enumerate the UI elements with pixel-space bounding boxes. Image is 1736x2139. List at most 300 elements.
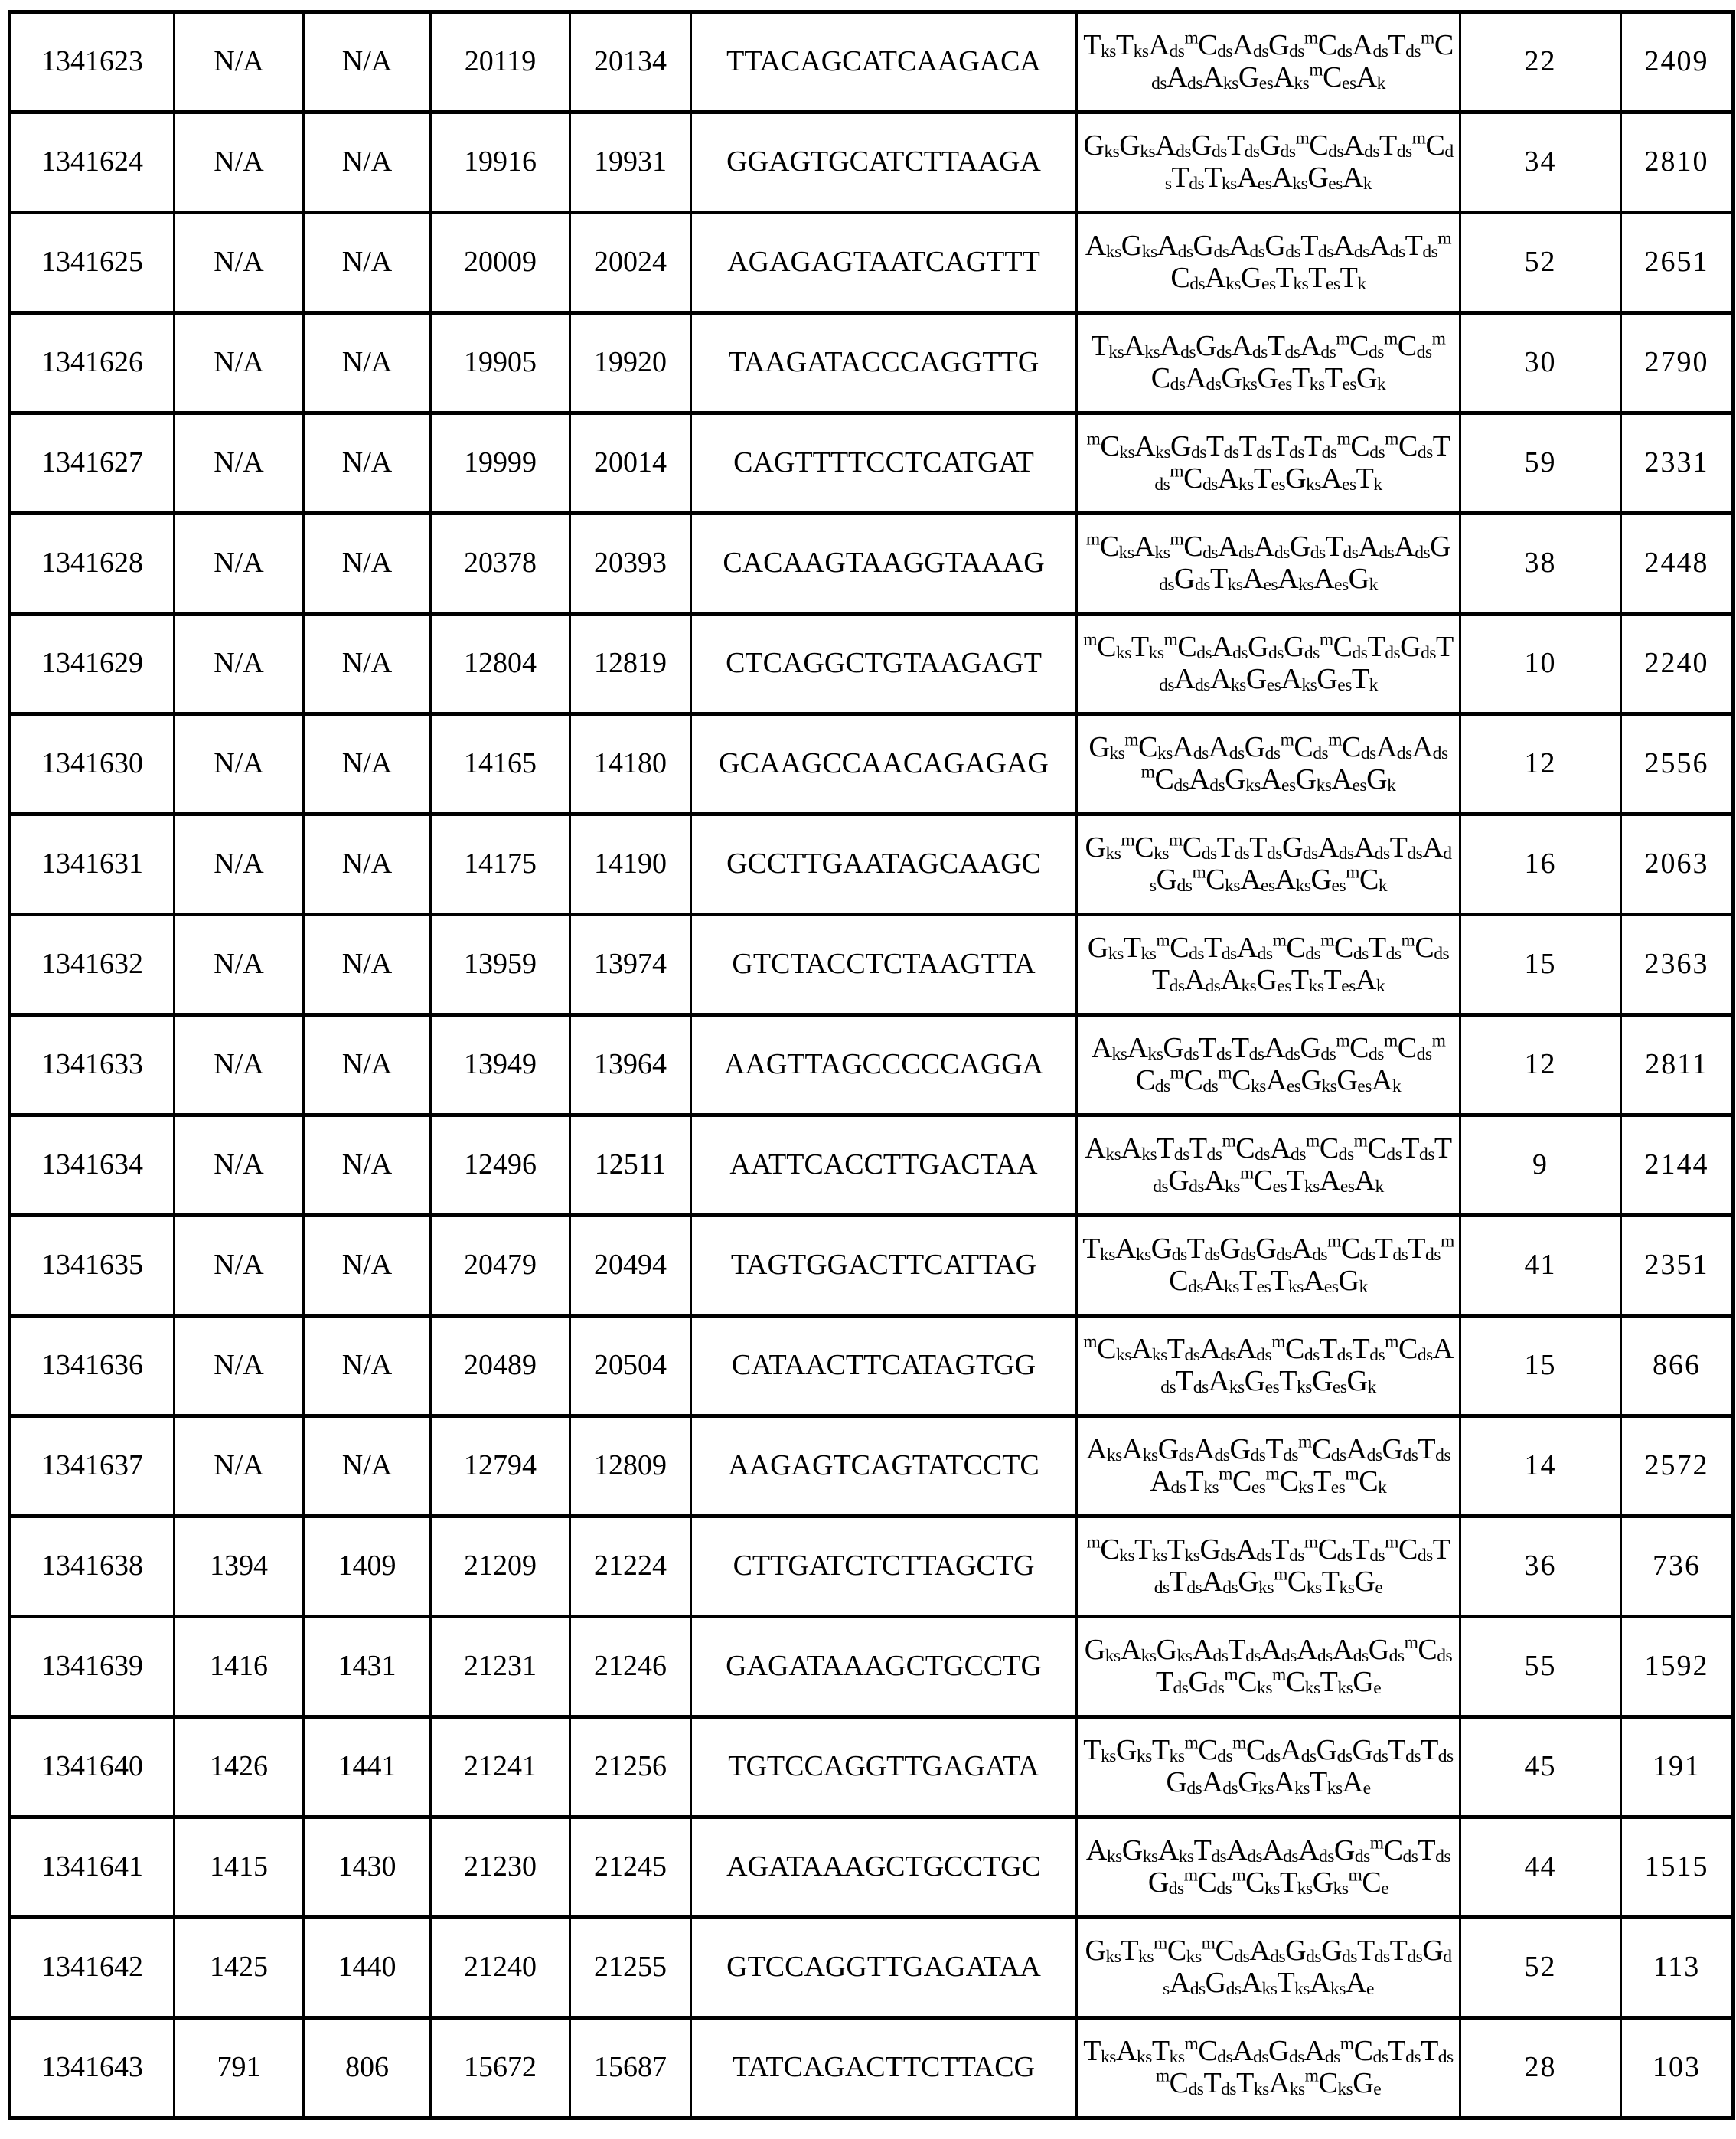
nucleotide-token: $A_{es}$	[1265, 1064, 1301, 1096]
nucleotide-token: $^mC_{ds}$	[1304, 1532, 1353, 1566]
nucleotide-token: $^mC_{ds}$	[1140, 762, 1189, 795]
sequence-cell: AATTCACCTTGACTAA	[691, 1115, 1077, 1216]
start-site-1-cell: N/A	[175, 915, 304, 1015]
nucleotide-token: $^mC_{ks}$	[1304, 2066, 1353, 2099]
table-row	[10, 113, 1734, 213]
nucleotide-token: $^mC_{ds}$	[1340, 2033, 1388, 2068]
chemistry-notation-cell	[1077, 1517, 1460, 1617]
nucleotide-token: $A_{ds}$	[1160, 1333, 1454, 1397]
stop-site-1-cell: N/A	[304, 1115, 431, 1216]
stop-site-1-cell: N/A	[304, 113, 431, 213]
nucleotide-token: $T_{ks}$	[1204, 162, 1237, 194]
nucleotide-token: $A_{ds}$	[1261, 1634, 1297, 1667]
compound-number-cell: 1341623	[10, 12, 175, 113]
compound-number-cell: 1341627	[10, 413, 175, 514]
nucleotide-token: $^mC_{ds}$	[1385, 1331, 1433, 1366]
chemistry-notation-cell	[1077, 614, 1460, 714]
nucleotide-token: $G_k$	[1366, 763, 1396, 795]
stop-site-1-cell: 1441	[304, 1717, 431, 1817]
nucleotide-token: $A_{ds}$	[1352, 29, 1388, 62]
nucleotide-token: $A_{ks}$	[1271, 162, 1308, 194]
nucleotide-token: $G_{ds}$	[1199, 1533, 1236, 1566]
start-site-2-cell: 21209	[431, 1517, 570, 1617]
nucleotide-token: $G_{ds}$	[1259, 129, 1296, 162]
sequence-cell: GCAAGCCAACAGAGAG	[691, 714, 1077, 815]
nucleotide-token: $G_{ds}$	[1193, 230, 1229, 263]
nucleotide-token: $A_{ks}$	[1115, 2035, 1152, 2068]
nucleotide-token: $T_{ds}$	[1319, 1333, 1353, 1366]
nucleotide-token: $A_{ds}$	[1232, 29, 1268, 62]
start-site-2-cell: 19905	[431, 313, 570, 413]
nucleotide-token: $T_{es}$	[1253, 462, 1286, 495]
compound-number-cell: 1341626	[10, 313, 175, 413]
nucleotide-token: $A_{es}$	[1321, 462, 1356, 495]
start-site-1-cell: 1416	[175, 1617, 304, 1717]
value-cell: 44	[1460, 1817, 1621, 1918]
seq-id-cell: 191	[1621, 1717, 1734, 1817]
nucleotide-token: $^mC_{ds}$	[1271, 1331, 1320, 1366]
chemistry-notation-cell	[1077, 1216, 1460, 1316]
nucleotide-token: $A_{ds}$	[1346, 1433, 1382, 1466]
nucleotide-token: $T_{ks}$	[1131, 631, 1164, 664]
chemistry-notation-cell	[1077, 915, 1460, 1015]
chemistry-notation-cell	[1077, 12, 1460, 113]
nucleotide-token: $G_k$	[1338, 1265, 1368, 1297]
stop-site-1-cell: N/A	[304, 815, 431, 915]
stop-site-1-cell: N/A	[304, 1316, 431, 1416]
nucleotide-token: $T_{ds}$	[1151, 964, 1185, 996]
nucleotide-token: $T_{ds}$	[1352, 1333, 1385, 1366]
compound-number-cell: 1341631	[10, 815, 175, 915]
seq-id-cell: 2448	[1621, 514, 1734, 614]
nucleotide-token: $^mC_{ds}$	[1404, 1632, 1453, 1667]
sequence-cell: TAAGATACCCAGGTTG	[691, 313, 1077, 413]
nucleotide-token: $G_{ds}$	[1156, 864, 1193, 896]
nucleotide-token: $^mC_{ds}$	[1305, 1131, 1354, 1165]
nucleotide-token: $A_{ks}$	[1134, 531, 1170, 563]
seq-id-cell: 1592	[1621, 1617, 1734, 1717]
table-row	[10, 1216, 1734, 1316]
nucleotide-token: $A_{es}$	[1240, 864, 1275, 896]
nucleotide-token: $A_{ds}$	[1192, 1634, 1229, 1667]
nucleotide-token: $^mC_{ks}$	[1083, 1331, 1131, 1366]
start-site-2-cell: 12804	[431, 614, 570, 714]
nucleotide-token: $A_{ds}$	[1212, 631, 1248, 664]
start-site-2-cell: 15672	[431, 2018, 570, 2118]
stop-site-2-cell: 13964	[570, 1015, 691, 1115]
nucleotide-token: $^mC_{ds}$	[1201, 1933, 1250, 1968]
seq-id-cell: 2790	[1621, 313, 1734, 413]
nucleotide-token: $^mC_{ks}$	[1086, 1532, 1135, 1566]
nucleotide-token: $G_{ds}$	[1316, 1734, 1353, 1767]
stop-site-2-cell: 21255	[570, 1918, 691, 2018]
nucleotide-token: $G_{ks}$	[1295, 763, 1332, 795]
nucleotide-token: $^mC_{ds}$	[1280, 730, 1329, 764]
nucleotide-token: $T_{ds}$	[1388, 29, 1421, 62]
stop-site-1-cell: N/A	[304, 514, 431, 614]
nucleotide-token: $T_{ks}$	[1186, 1465, 1219, 1497]
nucleotide-token: $T_{ds}$	[1388, 2035, 1421, 2068]
nucleotide-token: $A_{ds}$	[1264, 1032, 1300, 1065]
seq-id-cell: 2811	[1621, 1015, 1734, 1115]
nucleotide-token: $T_{ks}$	[1091, 330, 1124, 363]
stop-site-2-cell: 20393	[570, 514, 691, 614]
nucleotide-token: $G_{es}$	[1311, 1365, 1347, 1397]
start-site-1-cell: N/A	[175, 12, 304, 113]
nucleotide-token: $G_{ds}$	[1168, 1164, 1205, 1197]
chemistry-notation-cell	[1077, 1015, 1460, 1115]
nucleotide-token: $^mC_{ks}$	[1274, 1564, 1322, 1598]
seq-id-cell: 2331	[1621, 413, 1734, 514]
nucleotide-token: $^mC_{ds}$	[1170, 1063, 1219, 1096]
nucleotide-token: $^mC_{ks}$	[1086, 429, 1135, 463]
start-site-1-cell: N/A	[175, 614, 304, 714]
start-site-1-cell: N/A	[175, 1115, 304, 1216]
nucleotide-token: $G_{ds}$	[1166, 1766, 1202, 1798]
nucleotide-token: $^mC_{ds}$	[1272, 930, 1321, 965]
seq-id-cell: 2240	[1621, 614, 1734, 714]
compound-number-cell: 1341634	[10, 1115, 175, 1216]
nucleotide-token: $T_{ks}$	[1134, 1533, 1167, 1566]
start-site-2-cell: 20378	[431, 514, 570, 614]
nucleotide-token: $^mC_{ds}$	[1304, 28, 1353, 62]
start-site-2-cell: 19999	[431, 413, 570, 514]
nucleotide-token: $G_{ds}$	[1147, 1866, 1184, 1899]
table-row	[10, 1015, 1734, 1115]
compound-number-cell: 1341629	[10, 614, 175, 714]
nucleotide-token: $T_{ks}$	[1115, 29, 1149, 62]
nucleotide-token: $A_{ks}$	[1310, 1967, 1346, 1999]
nucleotide-token: $^mC_{es}$	[1219, 1464, 1266, 1497]
nucleotide-token: $^mC_{ks}$	[1224, 1664, 1272, 1698]
sequence-cell: CAGTTTTCCTCATGAT	[691, 413, 1077, 514]
nucleotide-token: $A_{ds}$	[1189, 763, 1225, 795]
value-cell: 22	[1460, 12, 1621, 113]
start-site-1-cell: 791	[175, 2018, 304, 2118]
chemistry-notation-cell	[1077, 714, 1460, 815]
value-cell: 14	[1460, 1416, 1621, 1517]
nucleotide-token: $G_{ks}$	[1121, 1834, 1158, 1867]
nucleotide-token: $A_{ds}$	[1235, 1333, 1272, 1366]
nucleotide-token: $^mC_{ds}$	[1170, 461, 1218, 495]
value-cell: 16	[1460, 815, 1621, 915]
compound-number-cell: 1341638	[10, 1517, 175, 1617]
start-site-1-cell: 1425	[175, 1918, 304, 2018]
nucleotide-token: $T_{ds}$	[1421, 2035, 1454, 2068]
nucleotide-token: $T_{ks}$	[1279, 1866, 1313, 1899]
nucleotide-token: $A_{ds}$	[1300, 330, 1336, 363]
stop-site-1-cell: 1430	[304, 1817, 431, 1918]
start-site-1-cell: N/A	[175, 1015, 304, 1115]
nucleotide-token: $A_{ds}$	[1169, 1967, 1206, 1999]
nucleotide-token: $A_{ds}$	[1296, 1634, 1333, 1667]
nucleotide-token: $A_{ds}$	[1150, 1465, 1186, 1497]
nucleotide-token: $G_{ds}$	[1229, 1433, 1266, 1466]
nucleotide-token: $A_{ds}$	[1202, 1566, 1238, 1598]
nucleotide-token: $A_k$	[1355, 964, 1385, 996]
nucleotide-token: $^mC_{ds}$	[1164, 128, 1454, 194]
nucleotide-token: $^mC_{ds}$	[1383, 328, 1432, 363]
nucleotide-token: $G_{ds}$	[1352, 1734, 1388, 1767]
stop-site-2-cell: 20494	[570, 1216, 691, 1316]
nucleotide-token: $^mC_{ks}$	[1083, 629, 1131, 664]
nucleotide-token: $T_{ks}$	[1320, 1666, 1353, 1698]
nucleotide-token: $^mC_{ds}$	[1353, 1131, 1402, 1165]
nucleotide-token: $G_{ds}$	[1248, 631, 1284, 664]
stop-site-1-cell: N/A	[304, 413, 431, 514]
value-cell: 41	[1460, 1216, 1621, 1316]
chemistry-notation-cell	[1077, 815, 1460, 915]
nucleotide-token: $G_{ks}$	[1083, 129, 1120, 162]
chemistry-notation-cell	[1077, 313, 1460, 413]
nucleotide-token: $T_{ds}$	[1388, 1734, 1421, 1767]
nucleotide-token: $A_{ds}$	[1167, 61, 1202, 93]
table-body	[10, 12, 1734, 2118]
nucleotide-token: $^mC_{ks}$	[1232, 1865, 1280, 1899]
nucleotide-token: $A_{ds}$	[1262, 1834, 1299, 1867]
stop-site-2-cell: 13974	[570, 915, 691, 1015]
stop-site-2-cell: 21224	[570, 1517, 691, 1617]
nucleotide-token: $^mC_{ds}$	[1184, 1732, 1233, 1767]
nucleotide-token: $^mC_{ks}$	[1121, 830, 1169, 864]
nucleotide-token: $A_{ks}$	[1202, 61, 1238, 93]
stop-site-2-cell: 21256	[570, 1717, 691, 1817]
nucleotide-token: $T_{ds}$	[1167, 1333, 1200, 1366]
nucleotide-token: $G_{ks}$	[1085, 831, 1121, 864]
nucleotide-token: $^mC_{ds}$	[1320, 930, 1369, 965]
stop-site-2-cell: 12809	[570, 1416, 691, 1517]
stop-site-2-cell: 15687	[570, 2018, 691, 2118]
stop-site-1-cell: N/A	[304, 915, 431, 1015]
nucleotide-token: $G_{ks}$	[1119, 129, 1156, 162]
nucleotide-token: $T_{ds}$	[1265, 1433, 1299, 1466]
nucleotide-token: $A_{ds}$	[1160, 330, 1196, 363]
nucleotide-token: $G_k$	[1346, 1365, 1376, 1397]
nucleotide-token: $^mC_{ds}$	[1298, 1432, 1346, 1466]
nucleotide-token: $G_{ds}$	[1159, 531, 1451, 595]
table-row	[10, 1416, 1734, 1517]
table-row	[10, 213, 1734, 313]
compound-number-cell: 1341641	[10, 1817, 175, 1918]
nucleotide-token: $A_{ks}$	[1157, 1834, 1194, 1867]
nucleotide-token: $G_{es}$	[1310, 864, 1346, 896]
start-site-1-cell: 1415	[175, 1817, 304, 1918]
nucleotide-token: $^mC_{ds}$	[1150, 328, 1446, 394]
sequence-cell: GTCTACCTCTAAGTTA	[691, 915, 1077, 1015]
nucleotide-token: $A_{ks}$	[1208, 1365, 1245, 1397]
nucleotide-token: $T_k$	[1340, 262, 1366, 294]
nucleotide-token: $T_k$	[1351, 663, 1378, 695]
oligonucleotide-data-table	[8, 10, 1735, 2120]
stop-site-2-cell: 14190	[570, 815, 691, 915]
nucleotide-token: $G_{es}$	[1241, 262, 1276, 294]
nucleotide-token: $T_{ds}$	[1418, 1834, 1451, 1867]
nucleotide-token: $A_{ks}$	[1131, 1333, 1167, 1366]
compound-number-cell: 1341639	[10, 1617, 175, 1717]
stop-site-1-cell: N/A	[304, 614, 431, 714]
nucleotide-token: $G_{ds}$	[1255, 1233, 1292, 1265]
nucleotide-token: $T_{ds}$	[1226, 129, 1260, 162]
nucleotide-token: $A_{ks}$	[1241, 1967, 1278, 1999]
value-cell: 28	[1460, 2018, 1621, 2118]
nucleotide-token: $G_{ds}$	[1300, 1032, 1336, 1065]
nucleotide-token: $A_{ds}$	[1375, 731, 1412, 764]
sequence-cell: CTCAGGCTGTAAGAGT	[691, 614, 1077, 714]
nucleotide-token: $^mC_{ds}$	[1328, 730, 1376, 764]
chemistry-notation-cell	[1077, 213, 1460, 313]
nucleotide-token: $G_e$	[1353, 1666, 1382, 1698]
nucleotide-token: $G_{es}$	[1336, 1064, 1372, 1096]
nucleotide-token: $T_{ks}$	[1083, 2035, 1116, 2068]
nucleotide-token: $G_{ds}$	[1191, 129, 1227, 162]
nucleotide-token: $A_{ks}$	[1134, 430, 1171, 463]
nucleotide-token: $T_{ds}$	[1405, 230, 1438, 263]
seq-id-cell: 2651	[1621, 213, 1734, 313]
seq-id-cell: 2351	[1621, 1216, 1734, 1316]
nucleotide-token: $A_{ds}$	[1226, 1834, 1263, 1867]
start-site-2-cell: 13959	[431, 915, 570, 1015]
seq-id-cell: 866	[1621, 1316, 1734, 1416]
sequence-cell: TATCAGACTTCTTACG	[691, 2018, 1077, 2118]
stop-site-1-cell: N/A	[304, 213, 431, 313]
seq-id-cell: 2063	[1621, 815, 1734, 915]
nucleotide-token: $G_{ds}$	[1285, 1935, 1322, 1968]
nucleotide-token: $A_{ds}$	[1249, 1935, 1286, 1968]
nucleotide-token: $A_{ds}$	[1358, 531, 1395, 563]
nucleotide-token: $G_{ds}$	[1268, 2035, 1304, 2068]
nucleotide-token: $^mC_{ds}$	[1156, 930, 1205, 965]
nucleotide-token: $T_{ks}$	[1151, 2035, 1185, 2068]
nucleotide-token: $A_{ds}$	[1231, 330, 1268, 363]
chemistry-notation-cell	[1077, 413, 1460, 514]
nucleotide-token: $A_{ds}$	[1304, 2035, 1340, 2068]
nucleotide-token: $T_{ds}$	[1271, 430, 1304, 463]
nucleotide-token: $^mC_{ds}$	[1369, 1833, 1418, 1867]
nucleotide-token: $T_{ds}$	[1368, 932, 1402, 965]
start-site-1-cell: N/A	[175, 113, 304, 213]
nucleotide-token: $^mC_{ds}$	[1169, 1231, 1454, 1297]
nucleotide-token: $A_{ds}$	[1148, 29, 1185, 62]
nucleotide-token: $T_{es}$	[1323, 964, 1356, 996]
nucleotide-token: $T_{ds}$	[1402, 1132, 1434, 1165]
nucleotide-token: $T_{ks}$	[1310, 1766, 1343, 1798]
nucleotide-token: $A_{ds}$	[1298, 1834, 1334, 1867]
nucleotide-token: $T_{ks}$	[1123, 932, 1157, 965]
nucleotide-token: $A_{ks}$	[1268, 2067, 1305, 2099]
nucleotide-token: $^mC_{ds}$	[1135, 1030, 1446, 1096]
nucleotide-token: $A_{es}$	[1303, 1265, 1339, 1297]
table-row	[10, 313, 1734, 413]
nucleotide-token: $A_{ks}$	[1120, 1634, 1157, 1667]
table-row	[10, 614, 1734, 714]
chemistry-notation-cell	[1077, 1717, 1460, 1817]
nucleotide-token: $^mC_e$	[1348, 1865, 1389, 1899]
nucleotide-token: $T_{es}$	[1324, 362, 1356, 394]
sequence-cell: GGAGTGCATCTTAAGA	[691, 113, 1077, 213]
start-site-1-cell: N/A	[175, 514, 304, 614]
nucleotide-token: $G_{ks}$	[1115, 1734, 1152, 1767]
start-site-2-cell: 20489	[431, 1316, 570, 1416]
nucleotide-token: $G_{ds}$	[1170, 430, 1206, 463]
nucleotide-token: $^mC_{ds}$	[1184, 2033, 1233, 2068]
nucleotide-token: $^mC_{ds}$	[1169, 830, 1217, 864]
nucleotide-token: $T_{ks}$	[1321, 1566, 1355, 1598]
start-site-2-cell: 13949	[431, 1015, 570, 1115]
table-row	[10, 514, 1734, 614]
sequence-cell: AAGAGTCAGTATCCTC	[691, 1416, 1077, 1517]
value-cell: 12	[1460, 1015, 1621, 1115]
nucleotide-token: $T_{ks}$	[1277, 1967, 1310, 1999]
nucleotide-token: $A_{ds}$	[1270, 1132, 1306, 1165]
table-row	[10, 1115, 1734, 1216]
stop-site-2-cell: 20014	[570, 413, 691, 514]
start-site-1-cell: N/A	[175, 1216, 304, 1316]
value-cell: 10	[1460, 614, 1621, 714]
nucleotide-token: $G_{ds}$	[1188, 1666, 1225, 1698]
nucleotide-token: $G_{ds}$	[1400, 631, 1437, 664]
nucleotide-token: $T_{ks}$	[1291, 362, 1325, 394]
stop-site-1-cell: N/A	[304, 1015, 431, 1115]
nucleotide-token: $A_e$	[1342, 1766, 1371, 1798]
nucleotide-token: $A_{ds}$	[1332, 1634, 1369, 1667]
table-row	[10, 1918, 1734, 2018]
compound-number-cell: 1341624	[10, 113, 175, 213]
nucleotide-token: $^mC_{ds}$	[1183, 1865, 1232, 1899]
stop-site-2-cell: 20134	[570, 12, 691, 113]
value-cell: 52	[1460, 1918, 1621, 2018]
sequence-cell: AAGTTAGCCCCCAGGA	[691, 1015, 1077, 1115]
nucleotide-token: $A_{ks}$	[1281, 663, 1317, 695]
start-site-2-cell: 21230	[431, 1817, 570, 1918]
stop-site-1-cell: N/A	[304, 1416, 431, 1517]
nucleotide-token: $A_{ks}$	[1085, 1834, 1122, 1867]
nucleotide-token: $^mC_{ds}$	[1401, 930, 1450, 965]
seq-id-cell: 2572	[1621, 1416, 1734, 1517]
nucleotide-token: $^mC_{ds}$	[1336, 429, 1385, 463]
table-row	[10, 1316, 1734, 1416]
nucleotide-token: $^mC_{ds}$	[1222, 1131, 1271, 1165]
nucleotide-token: $^mC_{ks}$	[1124, 730, 1173, 764]
stop-site-2-cell: 21246	[570, 1617, 691, 1717]
nucleotide-token: $A_{ds}$	[1291, 1233, 1327, 1265]
nucleotide-token: $A_{es}$	[1313, 563, 1349, 595]
value-cell: 36	[1460, 1517, 1621, 1617]
nucleotide-token: $G_{ds}$	[1283, 631, 1320, 664]
chemistry-notation-cell	[1077, 1115, 1460, 1216]
seq-id-cell: 2810	[1621, 113, 1734, 213]
compound-number-cell: 1341643	[10, 2018, 175, 2118]
nucleotide-token: $G_{ds}$	[1163, 1935, 1452, 1999]
nucleotide-token: $T_{ds}$	[1421, 1734, 1454, 1767]
seq-id-cell: 113	[1621, 1918, 1734, 2018]
nucleotide-token: $T_{ds}$	[1171, 162, 1205, 194]
nucleotide-token: $A_{ds}$	[1333, 230, 1369, 263]
nucleotide-token: $A_{ds}$	[1185, 362, 1222, 394]
nucleotide-token: $^mC_{es}$	[1239, 1163, 1287, 1197]
start-site-1-cell: 1394	[175, 1517, 304, 1617]
nucleotide-token: $T_{ds}$	[1203, 2067, 1237, 2099]
nucleotide-token: $T_{ds}$	[1249, 831, 1282, 864]
nucleotide-token: $G_{ks}$	[1225, 763, 1261, 795]
start-site-2-cell: 20479	[431, 1216, 570, 1316]
nucleotide-token: $T_{ds}$	[1204, 932, 1237, 965]
nucleotide-token: $T_{ds}$	[1367, 631, 1401, 664]
nucleotide-token: $A_{ds}$	[1229, 230, 1265, 263]
start-site-2-cell: 12794	[431, 1416, 570, 1517]
nucleotide-token: $T_{ks}$	[1279, 1365, 1312, 1397]
start-site-1-cell: N/A	[175, 413, 304, 514]
sequence-cell: GTCCAGGTTGAGATAA	[691, 1918, 1077, 2018]
